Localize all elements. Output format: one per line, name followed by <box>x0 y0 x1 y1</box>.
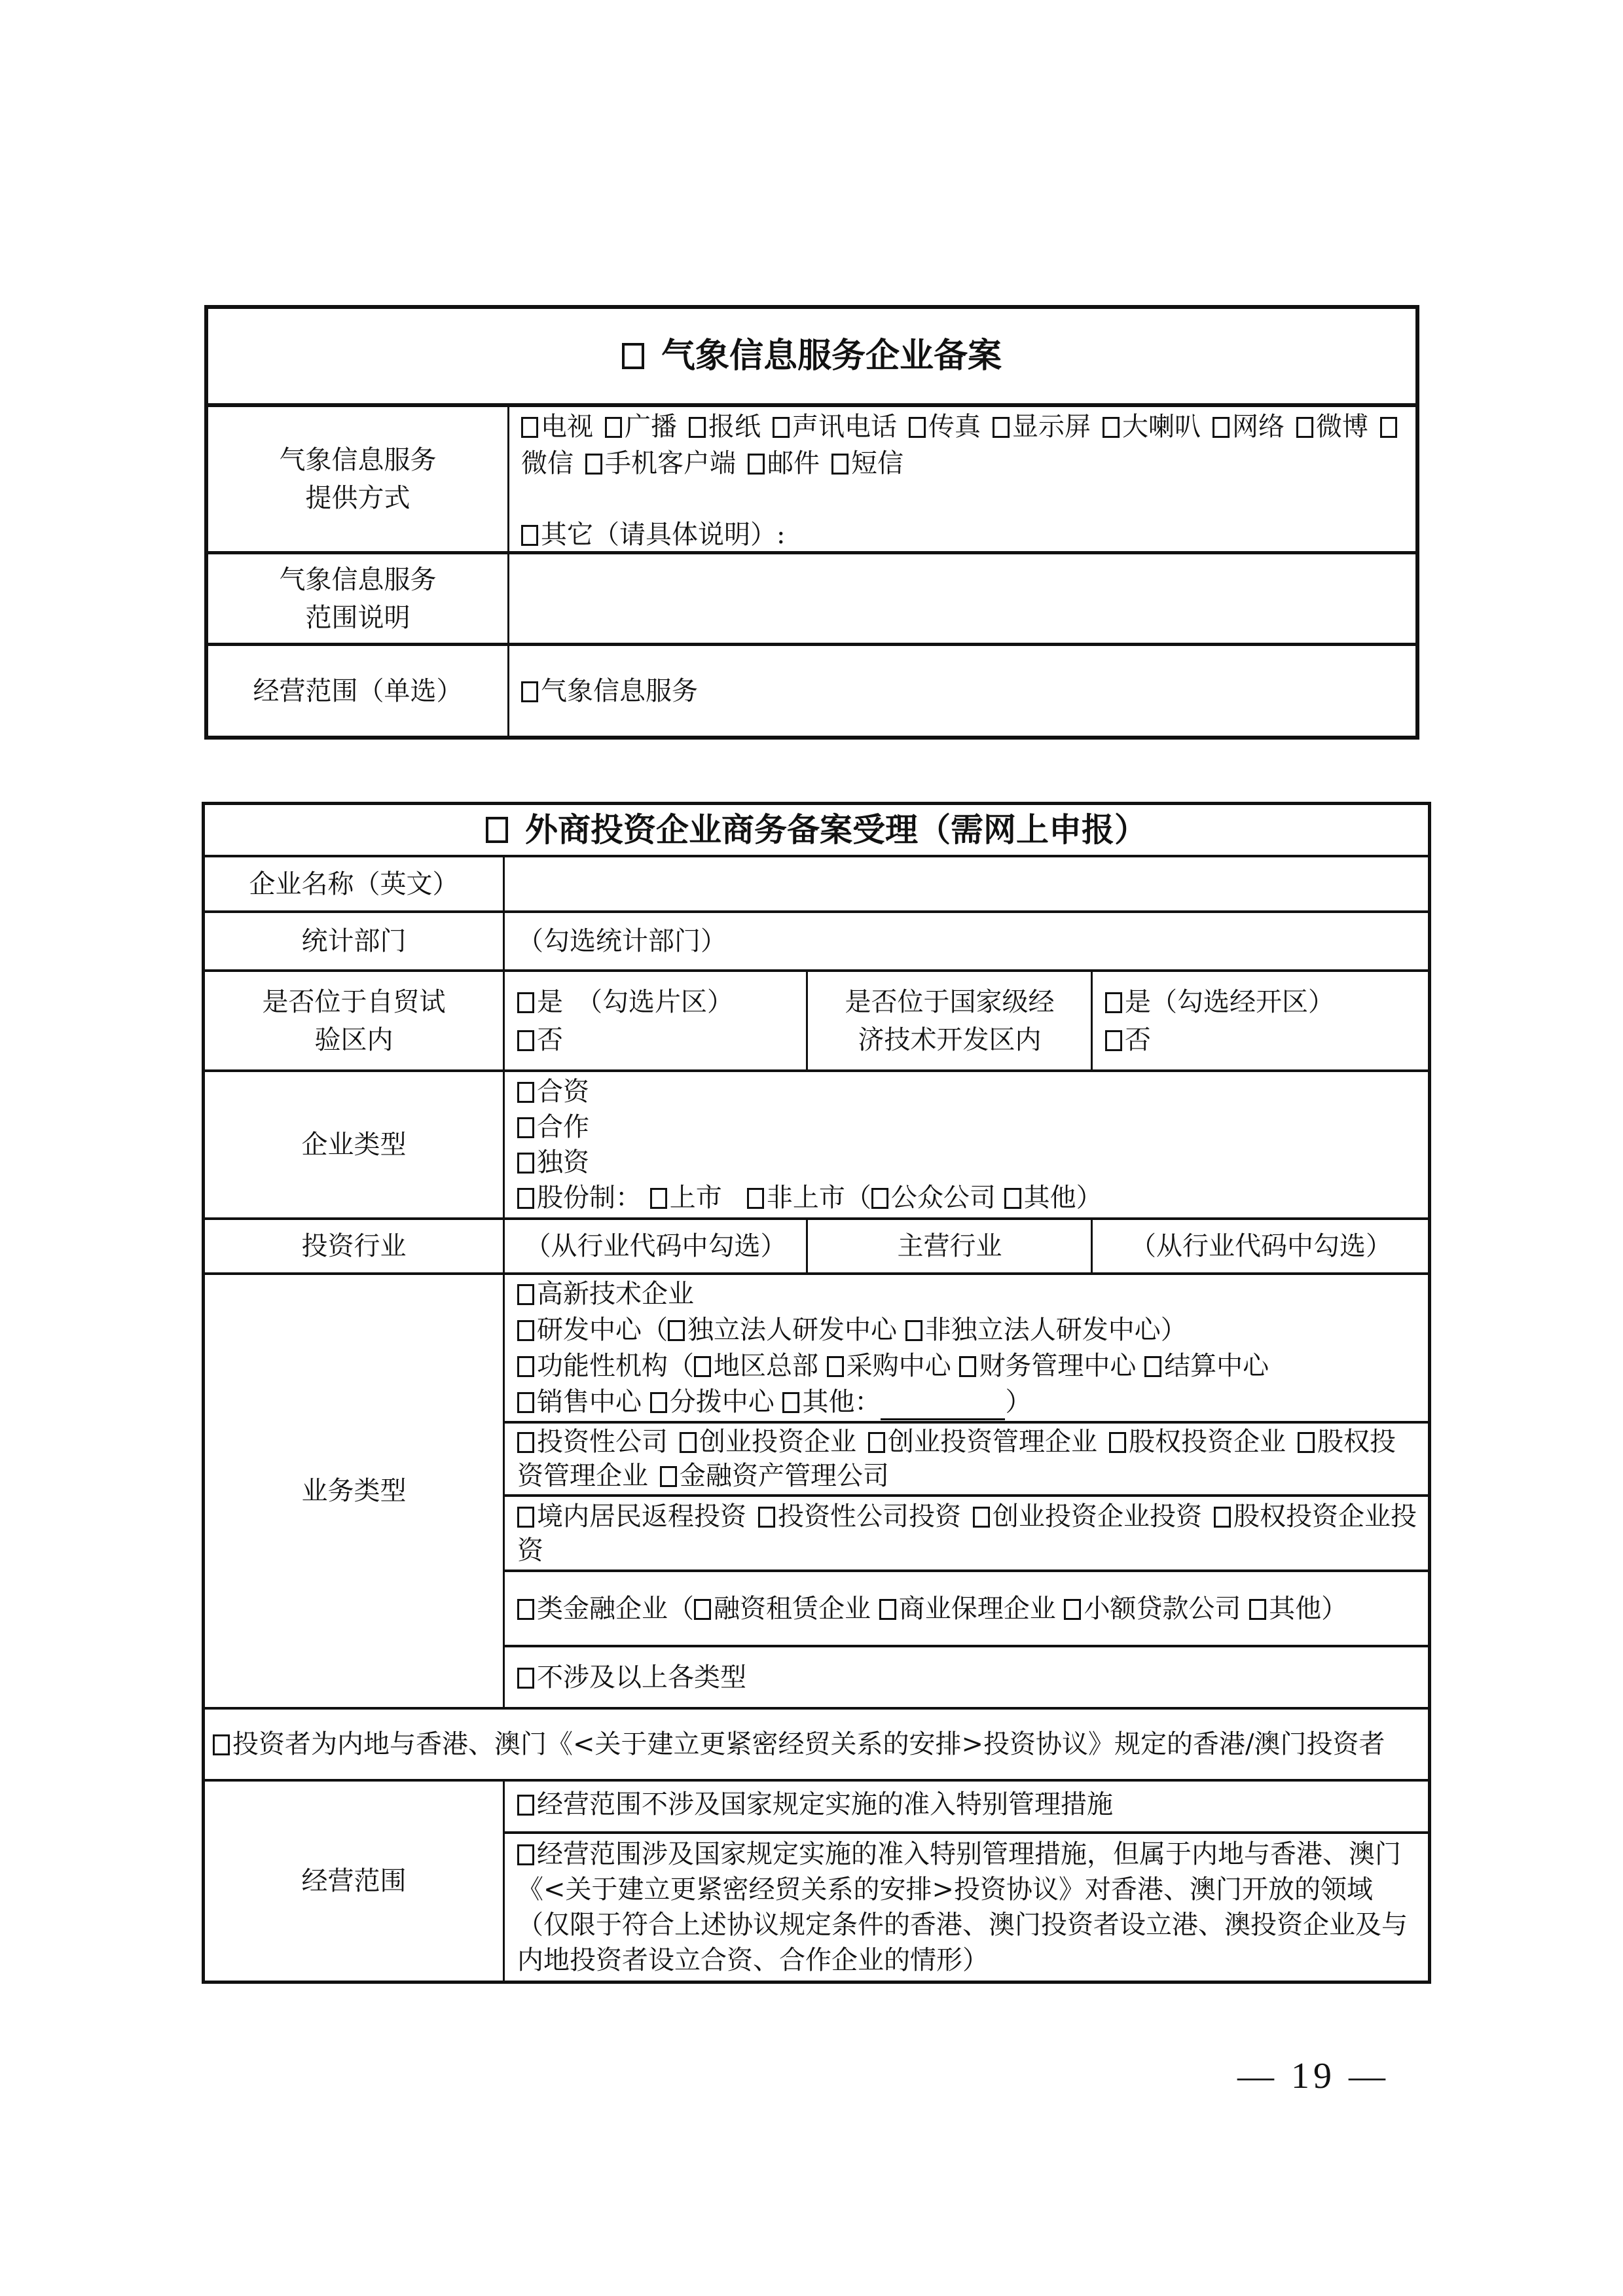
provision-option[interactable] <box>1296 412 1368 442</box>
group2-list <box>517 1425 1417 1493</box>
settlement-label: 结算中心 <box>1164 1350 1269 1381</box>
regional-hq-checkbox[interactable] <box>694 1356 711 1377</box>
other-input[interactable] <box>804 526 1380 554</box>
hk-macao-investor-row <box>205 1710 1428 1779</box>
business-group3-checkbox[interactable] <box>1214 1507 1231 1528</box>
functional-label: 功能性机构（ <box>537 1350 694 1381</box>
none-checkbox[interactable] <box>517 1668 534 1689</box>
business-group3-label: 股权投资企业投资 <box>517 1501 1417 1566</box>
finance-mgmt-checkbox[interactable] <box>959 1356 976 1377</box>
ftz-label <box>205 972 503 1069</box>
functional-checkbox[interactable] <box>517 1356 534 1377</box>
company-name-en-label-text: 企业名称（英文） <box>249 869 459 899</box>
main-industry-label <box>809 1220 1091 1272</box>
main-industry-value: （从行业代码中勾选） <box>1130 1231 1392 1261</box>
leasing-checkbox[interactable] <box>694 1599 711 1620</box>
provision-label: 微博 <box>1316 412 1368 442</box>
scope-option1 <box>505 1782 1429 1831</box>
leasing-label: 融资租赁企业 <box>714 1593 871 1624</box>
business-group2-checkbox[interactable] <box>868 1432 885 1453</box>
provision-label-line2: 提供方式 <box>305 483 410 513</box>
enterprise-type-options <box>505 1072 1429 1217</box>
business-group2-option[interactable] <box>660 1461 889 1491</box>
business-group2-label: 股权投资管理企业 <box>517 1427 1396 1491</box>
regional-hq-label: 地区总部 <box>714 1350 818 1381</box>
scope-label-text: 经营范围 <box>301 1866 407 1896</box>
foreign-table-title <box>205 805 1428 855</box>
scope-desc-label <box>208 555 507 643</box>
business-group2-option[interactable] <box>1109 1427 1286 1457</box>
business-group3-checkbox[interactable] <box>758 1507 775 1528</box>
provision-checkbox[interactable] <box>689 417 706 438</box>
other-function-checkbox[interactable] <box>782 1392 799 1413</box>
etdz-label-line2: 济技术开发区内 <box>858 1024 1042 1055</box>
hk-macao-investor-label: 投资者为内地与香港、澳门《<关于建立更紧密经贸关系的安排>投资协议》规定的香港/澳门投资者 <box>232 1729 1385 1759</box>
provision-options <box>509 401 1415 552</box>
provision-checkbox[interactable] <box>605 417 622 438</box>
provision-option[interactable] <box>585 448 736 478</box>
stats-dept-label <box>205 913 503 969</box>
other-type-checkbox[interactable] <box>1004 1188 1021 1209</box>
high-tech-label: 高新技术企业 <box>537 1278 694 1309</box>
business-type-group1 <box>505 1275 1429 1421</box>
provision-option[interactable] <box>1213 412 1285 442</box>
provision-option[interactable] <box>831 448 903 478</box>
quasi-other-label: 其他） <box>1269 1593 1348 1624</box>
provision-option[interactable] <box>605 412 677 442</box>
enterprise-type-label-text: 企业类型 <box>301 1130 407 1160</box>
provision-checkbox[interactable] <box>1103 417 1120 438</box>
none-label: 不涉及以上各类型 <box>537 1662 746 1693</box>
business-scope-label-text: 经营范围（单选） <box>253 676 463 706</box>
hk-macao-investor-checkbox[interactable] <box>213 1734 230 1755</box>
provision-option[interactable] <box>1103 412 1201 442</box>
high-tech-checkbox[interactable] <box>517 1284 534 1305</box>
finance-mgmt-label: 财务管理中心 <box>979 1350 1137 1381</box>
provision-label: 微信 <box>521 448 574 478</box>
weather-title-text: 气象信息服务企业备案 <box>661 336 1002 376</box>
etdz-no-checkbox[interactable] <box>1105 1030 1122 1051</box>
industry-label <box>205 1220 503 1272</box>
provision-checkbox[interactable] <box>993 417 1010 438</box>
jv-label: 合资 <box>537 1077 589 1107</box>
sales-label: 销售中心 <box>537 1386 642 1417</box>
provision-option[interactable] <box>748 448 820 478</box>
distribution-checkbox[interactable] <box>650 1392 667 1413</box>
provision-option[interactable] <box>521 412 593 442</box>
business-group3-checkbox[interactable] <box>517 1507 534 1528</box>
etdz-no-label: 否 <box>1125 1024 1151 1055</box>
ftz-no-checkbox[interactable] <box>517 1030 534 1051</box>
provision-checkbox[interactable] <box>748 454 765 475</box>
business-group3-option[interactable] <box>517 1501 746 1532</box>
scope-option2-label: 经营范围涉及国家规定实施的准入特别管理措施，但属于内地与香港、澳门《<关于建立更紧密经贸关系的安排>投资协议》对香港、澳门开放的领域（仅限于符合上述协议规定条件的香港、澳门投资者设立港、澳投资企业及与内地投资者设立合资、合作企业的情形） <box>517 1839 1408 1975</box>
etdz-yes-label: 是（勾选经开区） <box>1125 986 1334 1017</box>
divider <box>503 855 505 1707</box>
quasi-financial-checkbox[interactable] <box>517 1599 534 1620</box>
provision-label: 显示屏 <box>1012 412 1091 442</box>
sales-checkbox[interactable] <box>517 1392 534 1413</box>
provision-option[interactable] <box>909 412 981 442</box>
provision-label: 手机客户端 <box>605 448 736 478</box>
joint-stock-checkbox[interactable] <box>517 1188 534 1209</box>
business-group3-label: 境内居民返程投资 <box>537 1501 746 1532</box>
business-type-group2 <box>505 1424 1429 1494</box>
factoring-checkbox[interactable] <box>879 1599 896 1620</box>
group3-list <box>517 1499 1417 1568</box>
rnd-independent-label: 独立法人研发中心 <box>687 1314 897 1345</box>
other-function-close: ） <box>1005 1386 1032 1417</box>
business-group3-checkbox[interactable] <box>973 1507 990 1528</box>
etdz-label <box>809 972 1091 1069</box>
other-label: 其它（请具体说明）: <box>541 520 786 550</box>
other-function-label: 其他： <box>802 1386 881 1417</box>
foreign-filing-checkbox[interactable] <box>486 817 508 843</box>
provision-label: 网络 <box>1232 412 1285 442</box>
joint-stock-label: 股份制： <box>537 1183 642 1213</box>
ftz-yes-checkbox[interactable] <box>517 992 534 1013</box>
business-group2-label: 创业投资企业 <box>699 1427 856 1457</box>
business-group2-option[interactable] <box>868 1427 1097 1457</box>
weather-filing-checkbox[interactable] <box>622 343 644 369</box>
divider <box>1091 969 1093 1069</box>
stats-dept-value: （勾选统计部门） <box>517 926 727 956</box>
provision-option[interactable] <box>993 412 1091 442</box>
provision-label-line1: 气象信息服务 <box>279 445 437 475</box>
provision-other <box>521 516 1404 554</box>
business-group2-checkbox[interactable] <box>517 1432 534 1453</box>
business-group2-label: 股权投资企业 <box>1129 1427 1286 1457</box>
provision-label: 声讯电话 <box>792 412 897 442</box>
jv-checkbox[interactable] <box>517 1082 534 1103</box>
ftz-label-line2: 验区内 <box>314 1024 393 1055</box>
business-group2-label: 投资性公司 <box>537 1427 668 1457</box>
listed-label: 上市 <box>669 1183 722 1213</box>
provision-checkbox[interactable] <box>1213 417 1230 438</box>
rnd-non-independent-label: 非独立法人研发中心） <box>924 1314 1187 1345</box>
business-group2-label: 金融资产管理公司 <box>680 1461 889 1491</box>
divider <box>806 969 808 1069</box>
divider <box>503 1779 505 1983</box>
settlement-checkbox[interactable] <box>1144 1356 1161 1377</box>
business-group2-checkbox[interactable] <box>680 1432 697 1453</box>
other-checkbox[interactable] <box>521 525 538 546</box>
provision-label: 报纸 <box>708 412 761 442</box>
provision-checkbox[interactable] <box>773 417 790 438</box>
etdz-label-line1: 是否位于国家级经 <box>845 986 1055 1017</box>
business-type-group3 <box>505 1497 1429 1570</box>
wfoe-label: 独资 <box>537 1147 589 1177</box>
business-group2-option[interactable] <box>517 1427 668 1457</box>
business-group2-checkbox[interactable] <box>1298 1432 1315 1453</box>
provision-checkbox[interactable] <box>585 454 602 475</box>
scope-option2 <box>505 1834 1429 1981</box>
business-type-label-text: 业务类型 <box>301 1476 407 1506</box>
weather-service-checkbox[interactable] <box>521 681 538 702</box>
coop-label: 合作 <box>537 1112 589 1142</box>
listed-checkbox[interactable] <box>650 1188 667 1209</box>
provision-label: 大喇叭 <box>1122 412 1201 442</box>
divider <box>806 1217 808 1272</box>
industry-value: （从行业代码中勾选） <box>524 1231 787 1261</box>
provision-option[interactable] <box>773 412 897 442</box>
provision-options-list <box>521 408 1404 482</box>
stats-dept-field[interactable] <box>505 913 1429 969</box>
main-industry-label-text: 主营行业 <box>897 1231 1002 1261</box>
provision-label: 广播 <box>625 412 677 442</box>
weather-service-option: 气象信息服务 <box>541 676 698 706</box>
unlisted-checkbox[interactable] <box>747 1188 764 1209</box>
microloan-checkbox[interactable] <box>1064 1599 1081 1620</box>
business-scope-options <box>509 647 1415 736</box>
industry-label-text: 投资行业 <box>301 1231 407 1261</box>
stats-dept-label-text: 统计部门 <box>301 926 407 956</box>
rnd-label: 研发中心（ <box>537 1314 668 1345</box>
provision-checkbox[interactable] <box>521 417 538 438</box>
industry-field[interactable] <box>505 1220 806 1272</box>
ftz-label-line1: 是否位于自贸试 <box>262 986 446 1017</box>
divider <box>204 643 1419 646</box>
foreign-title-text: 外商投资企业商务备案受理（需网上申报） <box>525 811 1147 849</box>
public-company-checkbox[interactable] <box>871 1188 888 1209</box>
provision-checkbox[interactable] <box>1380 417 1397 438</box>
provision-label <box>208 407 507 551</box>
etdz-yes-checkbox[interactable] <box>1105 992 1122 1013</box>
provision-label: 电视 <box>541 412 593 442</box>
wfoe-checkbox[interactable] <box>517 1153 534 1174</box>
provision-checkbox[interactable] <box>831 454 848 475</box>
distribution-label: 分拨中心 <box>669 1386 775 1417</box>
company-name-en-label <box>205 857 503 910</box>
ftz-yes-label: 是 （勾选片区） <box>537 986 733 1017</box>
business-group2-checkbox[interactable] <box>1109 1432 1126 1453</box>
business-group2-label: 创业投资管理企业 <box>888 1427 1097 1457</box>
purchasing-checkbox[interactable] <box>827 1356 844 1377</box>
page-number: — 19 — <box>1237 2056 1389 2096</box>
provision-checkbox[interactable] <box>909 417 926 438</box>
coop-checkbox[interactable] <box>517 1117 534 1138</box>
business-group2-option[interactable] <box>680 1427 856 1457</box>
enterprise-type-label <box>205 1072 503 1217</box>
scope-option1-checkbox[interactable] <box>517 1795 534 1816</box>
weather-table-title <box>208 309 1415 403</box>
business-scope-label <box>208 647 507 736</box>
business-group3-label: 投资性公司投资 <box>778 1501 961 1532</box>
scope-desc-field[interactable] <box>509 555 1415 643</box>
other-type-label: 其他） <box>1023 1183 1103 1213</box>
factoring-label: 商业保理企业 <box>898 1593 1056 1624</box>
purchasing-label: 采购中心 <box>846 1350 951 1381</box>
scope-label <box>205 1782 503 1981</box>
scope-desc-label-line2: 范围说明 <box>305 603 410 633</box>
business-type-label <box>205 1275 503 1707</box>
provision-checkbox[interactable] <box>1296 417 1313 438</box>
rnd-non-independent-checkbox[interactable] <box>905 1320 922 1341</box>
divider <box>1091 1217 1093 1272</box>
quasi-other-checkbox[interactable] <box>1249 1599 1266 1620</box>
scope-desc-label-line1: 气象信息服务 <box>279 565 437 595</box>
company-name-en-field[interactable] <box>505 857 1429 910</box>
etdz-options <box>1093 972 1429 1069</box>
business-type-group4 <box>505 1572 1429 1645</box>
microloan-label: 小额贷款公司 <box>1084 1593 1241 1624</box>
business-group2-checkbox[interactable] <box>660 1466 677 1487</box>
scope-option1-label: 经营范围不涉及国家规定实施的准入特别管理措施 <box>537 1789 1113 1820</box>
business-group3-option[interactable] <box>758 1501 961 1532</box>
rnd-checkbox[interactable] <box>517 1320 534 1341</box>
main-industry-field[interactable] <box>1093 1220 1429 1272</box>
provision-label: 传真 <box>928 412 981 442</box>
public-company-label: 公众公司 <box>890 1183 996 1213</box>
business-group3-option[interactable] <box>973 1501 1202 1532</box>
ftz-options <box>505 972 806 1069</box>
ftz-no-label: 否 <box>537 1024 563 1055</box>
quasi-financial-label: 类金融企业（ <box>537 1593 694 1624</box>
business-type-none <box>505 1647 1429 1707</box>
other-function-input[interactable] <box>881 1392 1005 1420</box>
provision-label: 短信 <box>851 448 903 478</box>
scope-option2-checkbox[interactable] <box>517 1844 534 1865</box>
business-group3-label: 创业投资企业投资 <box>993 1501 1202 1532</box>
provision-label: 邮件 <box>767 448 820 478</box>
rnd-independent-checkbox[interactable] <box>668 1320 685 1341</box>
unlisted-label: 非上市（ <box>766 1183 871 1213</box>
provision-option[interactable] <box>689 412 761 442</box>
